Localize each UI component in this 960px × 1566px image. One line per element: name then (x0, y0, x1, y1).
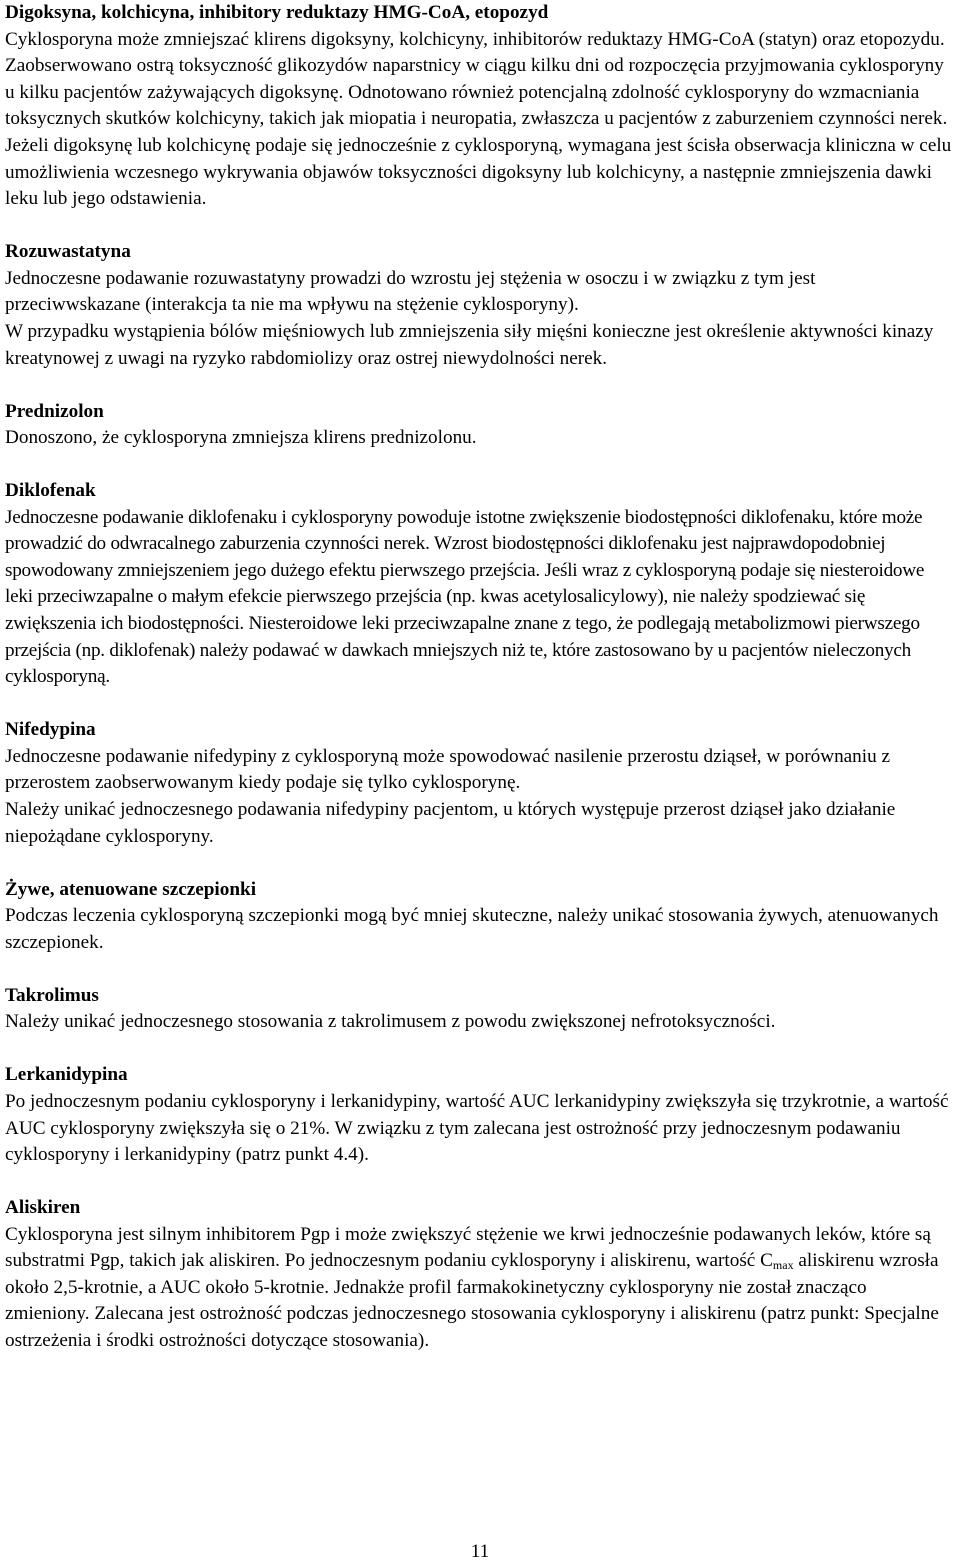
section-paragraph: W przypadku wystąpienia bólów mięśniowych lub zmniejszenia siły mięśni konieczne jest określenie aktywności kinazy kreatynowej z uwagi na ryzyko rabdomiolizy oraz ostrej niewydolności nerek. (5, 320, 934, 369)
section-heading: Digoksyna, kolchicyna, inhibitory reduktazy HMG-CoA, etopozyd (5, 2, 549, 23)
section-digoksyna (5, 0, 955, 213)
section-rozuwastatyna (5, 239, 955, 372)
section-heading: Takrolimus (5, 984, 99, 1006)
section-paragraph: Podczas leczenia cyklosporyną szczepionki mogą być mniej skuteczne, należy unikać stosowania żywych, atenuowanych szczepionek. (5, 905, 939, 953)
section-paragraph (5, 1222, 955, 1355)
section-szczepionki (5, 877, 955, 957)
section-heading: Prednizolon (5, 400, 104, 422)
section-paragraph: Jednoczesne podawanie rozuwastatyny prowadzi do wzrostu jej stężenia w osoczu i w związku z tym jest przeciwwskazane (interakcja ta nie ma wpływu na stężenie cyklosporyny). (5, 267, 816, 316)
section-aliskiren (5, 1195, 955, 1355)
section-paragraph: Jednoczesne podawanie nifedypiny z cyklosporyną może spowodować nasilenie przerostu dziąseł, w porównaniu z przerostem zaobserwowanym kiedy podaje się tylko cyklosporynę. (5, 745, 891, 794)
section-paragraph: Należy unikać jednoczesnego stosowania z takrolimusem z powodu zwiększonej nefrotoksyczności. (5, 1011, 776, 1033)
cmax-subscript: max (772, 1258, 794, 1273)
section-paragraph: Po jednoczesnym podaniu cyklosporyny i lerkanidypiny, wartość AUC lerkanidypiny zwiększyła się trzykrotnie, a wartość AUC cyklosporyny zwiększyła się o 21%. W związku z tym zalecana jest ostrożność przy jednoczesnym podawaniu cyklosporyny i lerkanidypiny (patrz punkt 4.4). (5, 1090, 949, 1166)
section-heading: Diklofenak (5, 480, 96, 502)
section-heading: Żywe, atenuowane szczepionki (5, 878, 257, 900)
section-paragraph: Cyklosporyna może zmniejszać klirens digoksyny, kolchicyny, inhibitorów reduktazy HMG-CoA (statyn) oraz etopozydu. (5, 28, 945, 50)
section-takrolimus (5, 983, 955, 1036)
section-prednizolon (5, 399, 955, 452)
section-paragraph: Donoszono, że cyklosporyna zmniejsza klirens prednizolonu. (5, 427, 477, 449)
section-heading: Aliskiren (5, 1197, 81, 1219)
section-heading: Nifedypina (5, 719, 96, 741)
cmax-symbol: C (760, 1250, 773, 1272)
section-paragraph: Należy unikać jednoczesnego podawania nifedypiny pacjentom, u których występuje przerost dziąseł jako działanie niepożądane cyklosporyny. (5, 799, 896, 847)
section-lerkanidypina (5, 1062, 955, 1168)
paragraph-text: aliskirenu wzrosła około 2,5-krotnie, a AUC około 5-krotnie. Jednakże profil farmakokinetyczny cyklosporyny nie został znacząco zmieniony. Zalecana jest ostrożność podczas jednoczesnego stosowania cyklosporyny i aliskirenu (patrz punkt: Specjalne ostrzeżenia i środki ostrożności dotyczące stosowania). (5, 1250, 939, 1352)
section-heading: Lerkanidypina (5, 1064, 128, 1086)
section-nifedypina (5, 717, 955, 850)
section-paragraph: Jednoczesne podawanie diklofenaku i cyklosporyny powoduje istotne zwiększenie biodostępności diklofenaku, które może prowadzić do odwracalnego zaburzenia czynności nerek. Wzrost biodostępności diklofenaku jest najprawdopodobniej spowodowany zmniejszeniem jego dużego efektu pierwszego przejścia. Jeśli wraz z cyklosporyną podaje się niesteroidowe leki przeciwzapalne o małym efekcie pierwszego przejścia (np. kwas acetylosalicylowy), nie należy spodziewać się zwiększenia ich biodostępności. Niesteroidowe leki przeciwzapalne znane z tego, że podlegają metabolizmowi pierwszego przejścia (np. diklofenak) należy podawać w dawkach mniejszych niż te, które zastosowano by u pacjentów nieleczonych cyklosporyną. (5, 506, 925, 688)
paragraph-text: Cyklosporyna jest silnym inhibitorem Pgp i może zwiększyć stężenie we krwi jednocześnie podawanych leków, które są substratmi Pgp, takich jak aliskiren. Po jednoczesnym podaniu cyklosporyny i aliskirenu, wartość (5, 1223, 931, 1272)
document-body (5, 0, 955, 1355)
page-number: 11 (470, 1541, 490, 1562)
section-paragraph: Zaobserwowano ostrą toksyczność glikozydów naparstnicy w ciągu kilku dni od rozpoczęcia przyjmowania cyklosporyny u kilku pacjentów zażywających digoksynę. Odnotowano również potencjalną zdolność cyklosporyny do wzmacniania toksycznych skutków kolchicyny, takich jak miopatia i neuropatia, zwłaszcza u pacjentów z zaburzeniem czynności nerek. Jeżeli digoksynę lub kolchicynę podaje się jednocześnie z cyklosporyną, wymagana jest ścisła obserwacja kliniczna w celu umożliwienia wczesnego wykrywania objawów toksyczności digoksyny lub kolchicyny, a następnie zmniejszenia dawki leku lub jego odstawienia. (5, 55, 952, 210)
section-diklofenak (5, 478, 955, 691)
section-heading: Rozuwastatyna (5, 241, 131, 263)
